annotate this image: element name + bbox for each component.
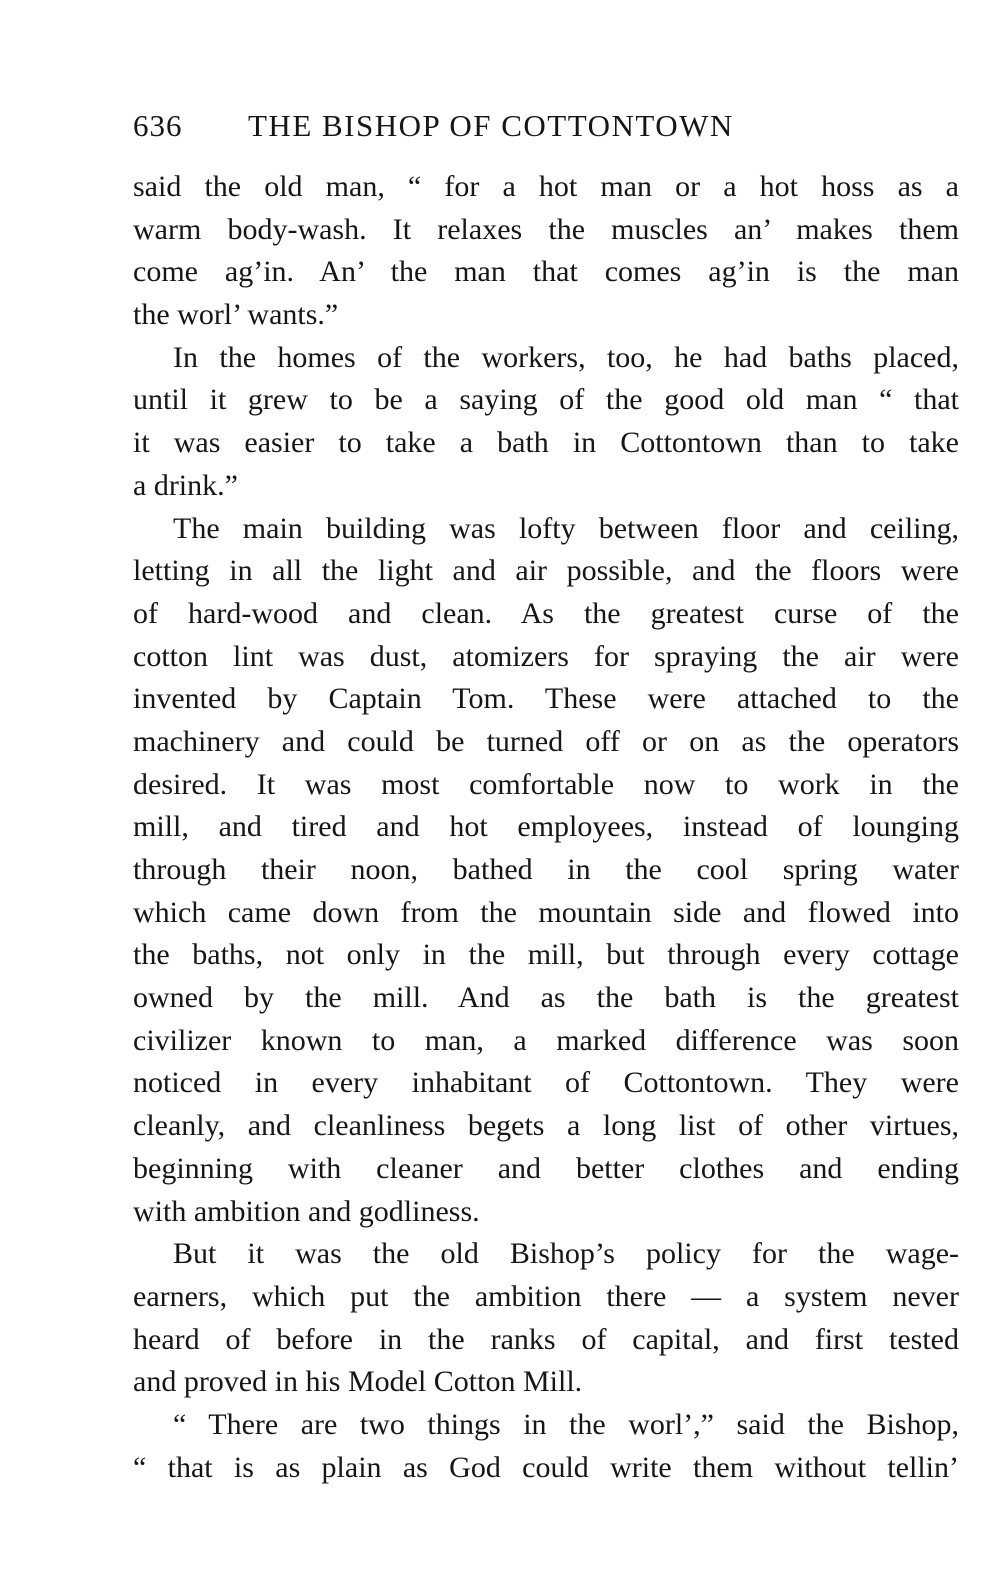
text-line: heard of before in the ranks of capital, and first tested bbox=[133, 1322, 959, 1356]
text-line: beginning with cleaner and better clothes and ending bbox=[133, 1151, 959, 1185]
text-line: In the homes of the workers, too, he had baths placed, bbox=[173, 340, 959, 374]
text-line: “ There are two things in the worl’,” said the Bishop, bbox=[173, 1407, 959, 1441]
body-text bbox=[133, 166, 959, 1489]
text-line: through their noon, bathed in the cool spring water bbox=[133, 853, 959, 886]
text-line: said the old man, “ for a hot man or a hot hoss as a bbox=[133, 170, 959, 203]
text-line: invented by Captain Tom. These were attached to the bbox=[133, 682, 959, 716]
text-line: the baths, not only in the mill, but through every cottage bbox=[133, 938, 959, 972]
text-line: which came down from the mountain side and flowed into bbox=[133, 895, 959, 929]
text-line: the worl’ wants.” bbox=[133, 298, 339, 332]
text-line: The main building was lofty between floor and ceiling, bbox=[173, 511, 959, 545]
text-line: owned by the mill. And as the bath is the greatest bbox=[133, 981, 959, 1015]
text-line: until it grew to be a saying of the good old man “ that bbox=[133, 383, 959, 417]
text-line: with ambition and godliness. bbox=[133, 1194, 480, 1228]
text-line: letting in all the light and air possible, and the floors were bbox=[133, 554, 959, 588]
text-line: mill, and tired and hot employees, instead of lounging bbox=[133, 810, 959, 844]
text-line: cleanly, and cleanliness begets a long list of other virtues, bbox=[133, 1109, 959, 1143]
text-line: warm body-wash. It relaxes the muscles an’ makes them bbox=[133, 212, 959, 246]
text-line: noticed in every inhabitant of Cottontown. They were bbox=[133, 1066, 959, 1100]
text-line: earners, which put the ambition there — a system never bbox=[133, 1279, 959, 1313]
text-line: come ag’in. An’ the man that comes ag’in is the man bbox=[133, 255, 959, 289]
page-number: 636 bbox=[133, 108, 183, 143]
text-line: cotton lint was dust, atomizers for spraying the air were bbox=[133, 639, 959, 673]
text-line: a drink.” bbox=[133, 468, 238, 502]
running-head bbox=[133, 108, 961, 152]
text-line: civilizer known to man, a marked difference was soon bbox=[133, 1023, 959, 1057]
running-title: THE BISHOP OF COTTONTOWN bbox=[248, 108, 734, 143]
text-line: it was easier to take a bath in Cottontown than to take bbox=[133, 426, 959, 460]
text-line: of hard-wood and clean. As the greatest curse of the bbox=[133, 596, 959, 630]
text-line: But it was the old Bishop’s policy for the wage- bbox=[173, 1237, 959, 1271]
text-line: “ that is as plain as God could write them without tellin’ bbox=[133, 1450, 959, 1484]
text-line: machinery and could be turned off or on as the operators bbox=[133, 724, 959, 758]
text-line: desired. It was most comfortable now to work in the bbox=[133, 767, 959, 801]
text-line: and proved in his Model Cotton Mill. bbox=[133, 1365, 583, 1399]
